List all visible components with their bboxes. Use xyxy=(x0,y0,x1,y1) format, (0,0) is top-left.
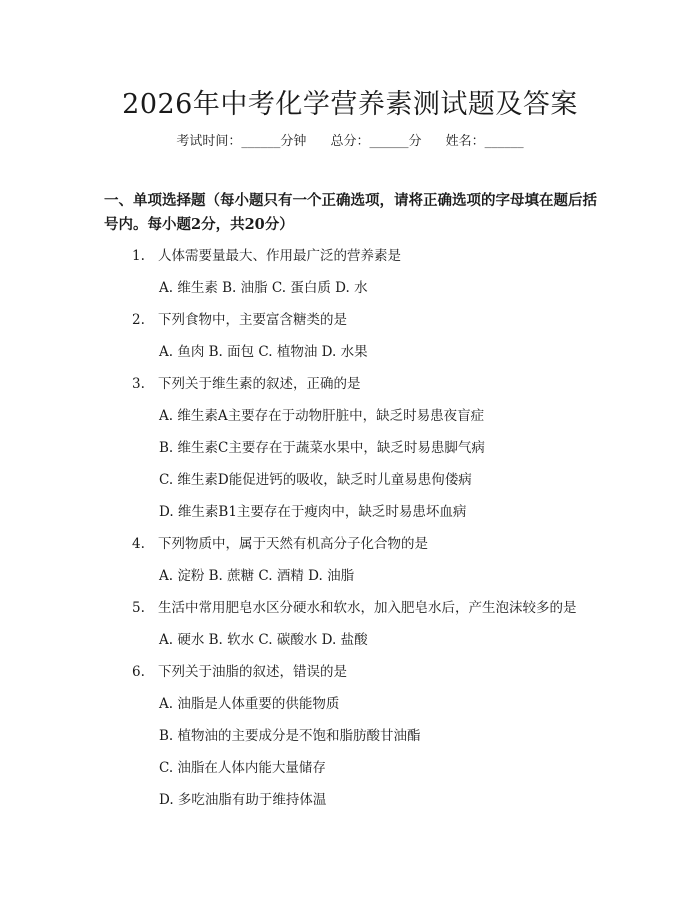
question-3-option-c: C. 维生素D能促进钙的吸收，缺乏时儿童易患佝偻病 xyxy=(159,472,472,488)
question-1 xyxy=(132,244,401,264)
question-text: 下列食物中，主要富含糖类的是 xyxy=(158,312,347,328)
question-text: 下列关于维生素的叙述，正确的是 xyxy=(158,376,361,392)
question-text: 生活中常用肥皂水区分硬水和软水，加入肥皂水后，产生泡沫较多的是 xyxy=(158,600,577,616)
question-3 xyxy=(132,372,361,392)
exam-info xyxy=(0,130,700,149)
question-6 xyxy=(132,660,347,680)
question-number: 4. xyxy=(132,536,145,552)
question-5 xyxy=(132,596,577,616)
question-1-options: A. 维生素 B. 油脂 C. 蛋白质 D. 水 xyxy=(159,280,368,296)
section-heading: 一、单项选择题（每小题只有一个正确选项，请将正确选项的字母填在题后括号内。每小题2分，共20分） xyxy=(104,192,597,233)
question-number: 6. xyxy=(132,664,145,680)
question-text: 下列关于油脂的叙述，错误的是 xyxy=(158,664,347,680)
question-3-option-d: D. 维生素B1主要存在于瘦肉中，缺乏时易患坏血病 xyxy=(159,504,467,520)
question-4-options: A. 淀粉 B. 蔗糖 C. 酒精 D. 油脂 xyxy=(159,568,355,584)
question-text: 下列物质中，属于天然有机高分子化合物的是 xyxy=(158,536,428,552)
exam-time-field: 考试时间：______分钟 xyxy=(176,134,307,149)
question-number: 5. xyxy=(132,600,145,616)
question-3-option-b: B. 维生素C主要存在于蔬菜水果中，缺乏时易患脚气病 xyxy=(159,440,485,456)
total-score-field: 总分：______分 xyxy=(330,134,422,149)
question-3-option-a: A. 维生素A主要存在于动物肝脏中，缺乏时易患夜盲症 xyxy=(159,408,485,424)
question-4 xyxy=(132,532,428,552)
question-number: 2. xyxy=(132,312,145,328)
question-number: 3. xyxy=(132,376,145,392)
page-title: 2026年中考化学营养素测试题及答案 xyxy=(122,89,578,120)
question-6-option-c: C. 油脂在人体内能大量储存 xyxy=(159,760,326,776)
question-number: 1. xyxy=(132,248,145,264)
question-5-options: A. 硬水 B. 软水 C. 碳酸水 D. 盐酸 xyxy=(159,632,368,648)
name-field: 姓名：______ xyxy=(445,134,524,149)
question-6-option-a: A. 油脂是人体重要的供能物质 xyxy=(159,696,340,712)
question-text: 人体需要量最大、作用最广泛的营养素是 xyxy=(158,248,401,264)
question-2 xyxy=(132,308,347,328)
question-2-options: A. 鱼肉 B. 面包 C. 植物油 D. 水果 xyxy=(159,344,368,360)
question-6-option-b: B. 植物油的主要成分是不饱和脂肪酸甘油酯 xyxy=(159,728,421,744)
question-6-option-d: D. 多吃油脂有助于维持体温 xyxy=(159,792,327,808)
